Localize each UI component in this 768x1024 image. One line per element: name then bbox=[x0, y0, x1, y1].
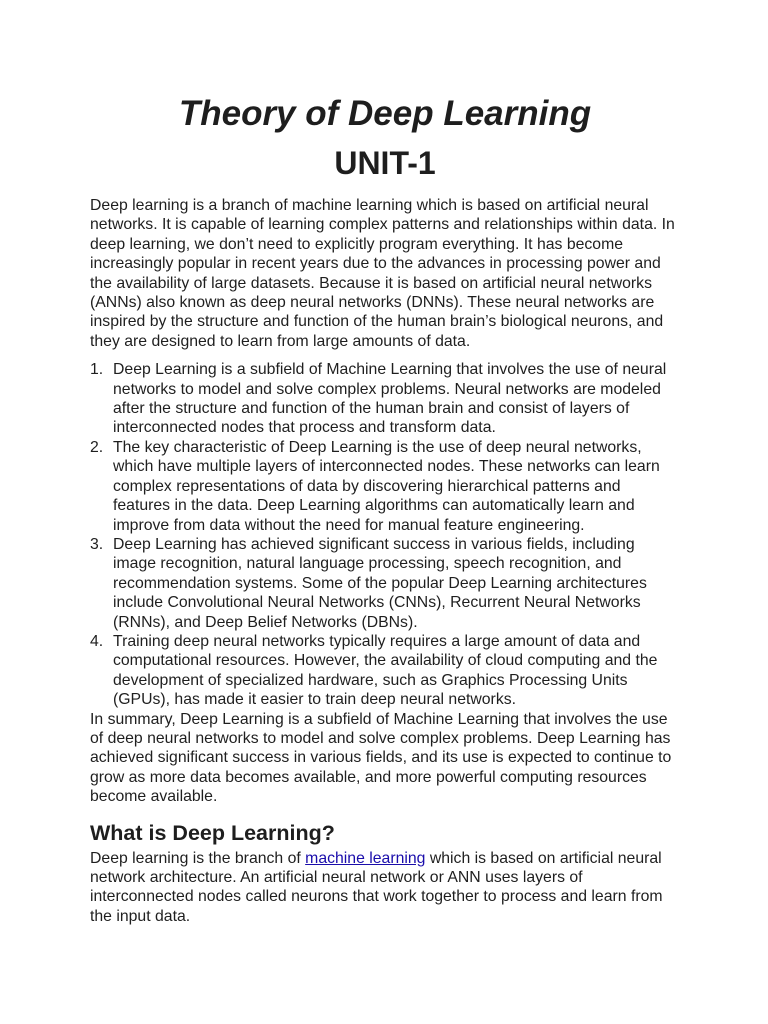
list-item-number: 3. bbox=[90, 535, 104, 553]
intro-paragraph: Deep learning is a branch of machine learning which is based on artificial neural networks. It is capable of learning complex patterns and relationships within data. In deep learning, we don’t need to explicitly program everything. It has become increasingly popular in recent years due to the advances in processing power and the availability of large datasets. Because it is based on artificial neural networks (ANNs) also known as deep neural networks (DNNs). These neural networks are inspired by the structure and function of the human brain’s biological neurons, and they are designed to learn from large amounts of data. bbox=[90, 197, 675, 350]
section-heading: What is Deep Learning? bbox=[90, 820, 335, 845]
list-item bbox=[90, 535, 680, 632]
list-item-number: 4. bbox=[90, 632, 104, 650]
list-item-number: 1. bbox=[90, 361, 104, 379]
list-item bbox=[90, 438, 680, 535]
section-paragraph bbox=[90, 849, 680, 927]
list-item-text: Deep Learning is a subfield of Machine Learning that involves the use of neural networks to model and solve complex problems. Neural networks are modeled after the structure and function of the human brain and consist of layers of interconnected nodes that process and transform data. bbox=[113, 361, 667, 437]
machine-learning-link[interactable]: machine learning bbox=[305, 849, 426, 867]
summary-paragraph: In summary, Deep Learning is a subfield of Machine Learning that involves the use of deep neural networks to model and solve complex problems. Deep Learning has achieved significant success in various fields, and its use is expected to continue to grow as more data becomes available, and more powerful computing resources become available. bbox=[90, 710, 672, 806]
section-text-after-link: which is based on artificial neural network architecture. An artificial neural network or ANN uses layers of interconnected nodes called neurons that work together to process and learn from the input data. bbox=[90, 849, 663, 925]
document-title: Theory of Deep Learning bbox=[178, 94, 592, 133]
list-item bbox=[90, 360, 680, 438]
unit-heading: UNIT-1 bbox=[334, 145, 436, 181]
list-item-text: Training deep neural networks typically requires a large amount of data and computational resources. However, the availability of cloud computing and the development of specialized hardware, such as Graphics Processing Units (GPUs), has made it easier to train deep neural networks. bbox=[113, 632, 658, 709]
list-item-text: Deep Learning has achieved significant success in various fields, including image recognition, natural language processing, speech recognition, and recommendation systems. Some of the popular Deep Learning architectures include Convolutional Neural Networks (CNNs), Recurrent Neural Networks (RNNs), and Deep Belief Networks (DBNs). bbox=[113, 535, 647, 631]
document-page bbox=[90, 88, 680, 926]
key-points-list bbox=[90, 360, 680, 709]
list-item bbox=[90, 632, 680, 710]
list-item-number: 2. bbox=[90, 438, 104, 456]
list-item-text: The key characteristic of Deep Learning is the use of deep neural networks, which have multiple layers of interconnected nodes. These networks can learn complex representations of data by discovering hierarchical patterns and features in the data. Deep Learning algorithms can automatically learn and improve from data without the need for manual feature engineering. bbox=[113, 438, 660, 534]
section-text-before-link: Deep learning is the branch of bbox=[90, 849, 306, 867]
